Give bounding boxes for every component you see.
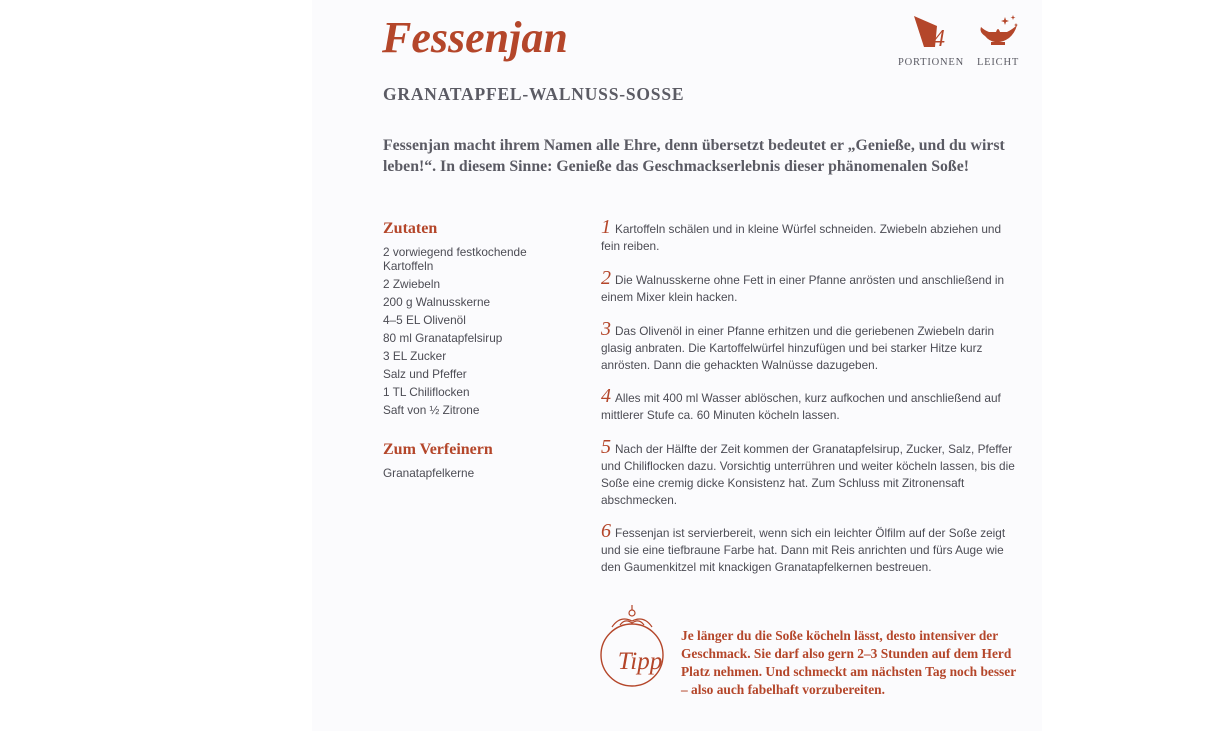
difficulty-badge: [963, 14, 1033, 68]
refine-heading: Zum Verfeinern: [383, 441, 493, 458]
magic-lamp-icon: [975, 14, 1021, 50]
ingredient-item: 1 TL Chiliflocken: [383, 385, 470, 399]
tip-text: Je länger du die Soße köcheln lässt, desto intensiver der Geschmack. Sie darf also gern 2–3 Stunden auf dem Herd Platz nehmen. Und schmeckt am nächsten Tag noch besser – also auch fabelhaft vorzubereiten.: [681, 628, 1016, 697]
recipe-intro: Fessenjan macht ihrem Namen alle Ehre, denn übersetzt bedeutet er „Genieße, und du wirst leben!“. In diesem Sinne: Genieße das Geschmackserlebnis dieser phänomenalen Soße!: [383, 137, 1005, 175]
recipe-subtitle: GRANATAPFEL-WALNUSS-SOSSE: [383, 84, 685, 104]
step-number: 6: [601, 520, 611, 542]
step-number: 1: [601, 216, 611, 238]
tip-label: Tipp: [617, 648, 663, 675]
recipe-title: Fessenjan: [382, 13, 568, 62]
ingredient-item: 200 g Walnusskerne: [383, 295, 491, 309]
ingredient-item: 2 Zwiebeln: [383, 277, 441, 291]
ingredient-item: Salz und Pfeffer: [383, 367, 467, 381]
ingredients-heading: Zutaten: [383, 220, 438, 237]
servings-icon: [911, 14, 951, 50]
step-text: Alles mit 400 ml Wasser ablöschen, kurz aufkochen und anschließend auf mittlerer Stufe ca. 60 Minuten köcheln lassen.: [601, 391, 1001, 422]
step-1: [601, 216, 1021, 255]
step-3: [601, 318, 1021, 374]
step-text: Die Walnusskerne ohne Fett in einer Pfanne anrösten und anschließend in einem Mixer klein hacken.: [601, 273, 1005, 304]
step-4: [601, 385, 1021, 424]
ingredient-item: 2 vorwiegend festkochende Kartoffeln: [383, 245, 527, 273]
refine-item: Granatapfelkerne: [383, 466, 475, 480]
step-text: Fessenjan ist servierbereit, wenn sich ein leichter Ölfilm auf der Soße zeigt und sie eine tiefbraune Farbe hat. Dann mit Reis anrichten und fürs Auge wie den Gaumenkitzel mit knackigen Granatapfelkernen bestreuen.: [601, 526, 1006, 574]
tip-emblem-icon: [598, 603, 672, 689]
step-number: 3: [601, 318, 611, 340]
ingredient-item: 4–5 EL Olivenöl: [383, 313, 466, 327]
servings-badge: [896, 14, 966, 68]
step-number: 4: [601, 385, 611, 407]
difficulty-label: LEICHT: [976, 57, 1020, 68]
ingredient-item: 3 EL Zucker: [383, 349, 447, 363]
step-5: [601, 436, 1021, 509]
step-text: Kartoffeln schälen und in kleine Würfel schneiden. Zwiebeln abziehen und fein reiben.: [601, 222, 1002, 253]
step-2: [601, 267, 1021, 306]
ingredient-item: Saft von ½ Zitrone: [383, 403, 480, 417]
step-number: 2: [601, 267, 611, 289]
servings-label: PORTIONEN: [897, 57, 965, 68]
ingredient-item: 80 ml Granatapfelsirup: [383, 331, 503, 345]
step-text: Nach der Hälfte der Zeit kommen der Granatapfelsirup, Zucker, Salz, Pfeffer und Chiliflocken dazu. Vorsichtig unterrühren und weiter köcheln lassen, bis die Soße eine cremig dicke Konsistenz hat. Zum Schluss mit Zitronensaft abschmecken.: [601, 442, 1015, 507]
step-6: [601, 520, 1021, 576]
servings-count: 4: [933, 26, 945, 50]
step-text: Das Olivenöl in einer Pfanne erhitzen und die geriebenen Zwiebeln darin glasig anbraten. Die Kartoffelwürfel hinzufügen und bei starker Hitze kurz anrösten. Dann die gehackten Walnüsse dazugeben.: [601, 324, 995, 372]
step-number: 5: [601, 436, 611, 458]
ingredients-list: [383, 245, 563, 421]
